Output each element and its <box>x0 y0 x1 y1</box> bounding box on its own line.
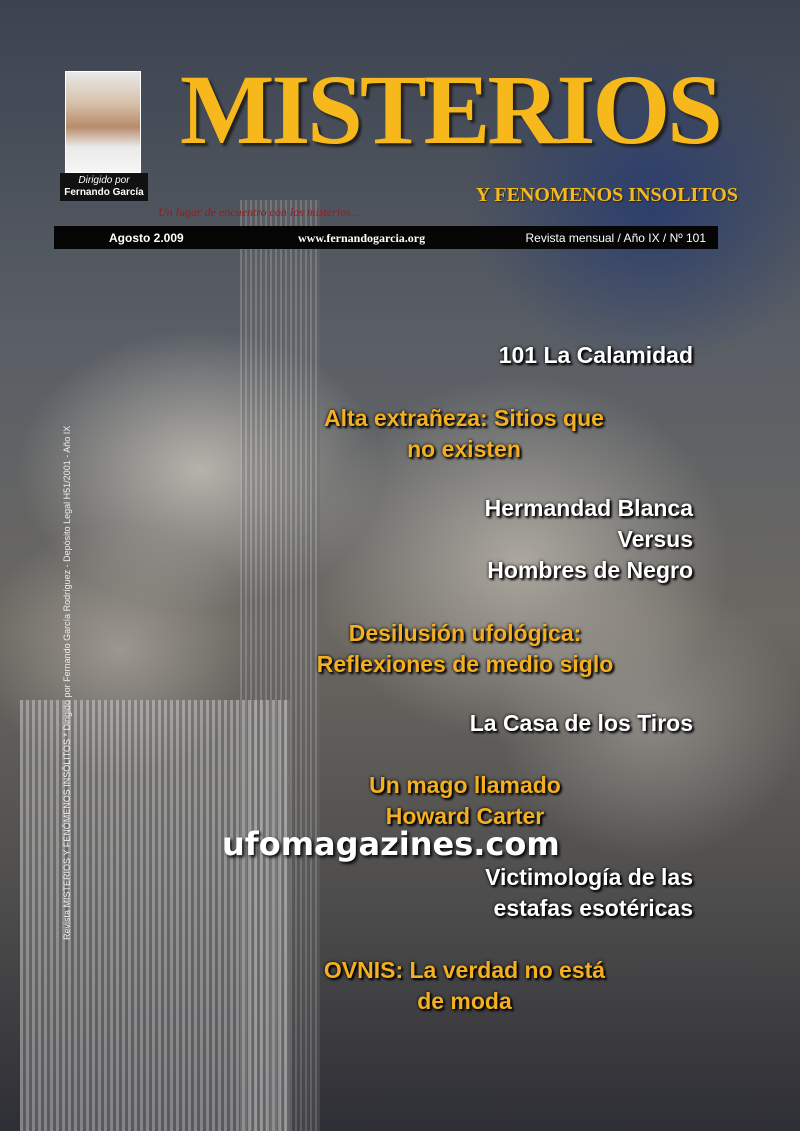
headline-line: Howard Carter <box>385 803 545 829</box>
spine-text: Revista MISTERIOS Y FENÓMENOS INSÓLITOS * Dirigido por Fernando García Rodríguez - Depósito Legal H51/2001 - Año IX <box>62 425 72 940</box>
headline-line: de moda <box>417 988 512 1014</box>
headline <box>340 770 590 832</box>
headline <box>285 618 645 680</box>
headline-line: 101 La Calamidad <box>498 342 693 368</box>
headline-line: Desilusión ufológica: <box>348 620 582 646</box>
website-link[interactable]: www.fernandogarcia.org <box>298 231 426 245</box>
headline <box>298 403 630 465</box>
headline-line: Reflexiones de medio siglo <box>316 651 614 677</box>
director-label: Dirigido por <box>78 175 130 186</box>
magazine-subtitle: Y FENOMENOS INSOLITOS <box>475 184 738 206</box>
headline <box>292 955 637 1017</box>
director-name: Fernando García <box>64 187 144 198</box>
headline <box>485 862 693 924</box>
headline-line: Hombres de Negro <box>487 557 693 583</box>
issue-number: Revista mensual / Año IX / Nº 101 <box>525 231 706 245</box>
director-photo <box>65 71 141 173</box>
headline-line: Victimología de las <box>485 864 693 890</box>
magazine-title: MISTERIOS <box>180 54 720 165</box>
info-bar <box>54 226 718 249</box>
headline-line: La Casa de los Tiros <box>469 710 693 736</box>
headline-line: Un mago llamado <box>369 772 561 798</box>
director-caption <box>60 173 148 201</box>
headline <box>499 340 693 371</box>
headline <box>485 493 693 586</box>
tower-image <box>20 700 290 1131</box>
headline-line: OVNIS: La verdad no está <box>323 957 606 983</box>
watermark: ufomagazines.com <box>222 825 560 863</box>
headline-line: estafas esotéricas <box>493 895 693 921</box>
headline <box>470 708 693 739</box>
headline-line: Hermandad Blanca <box>484 495 693 521</box>
headline-line: Alta extrañeza: Sitios que <box>324 405 604 431</box>
tagline: Un lugar de encuentro con los misterios... <box>158 205 360 219</box>
headline-line: no existen <box>407 436 521 462</box>
headline-line: Versus <box>617 526 693 552</box>
issue-date: Agosto 2.009 <box>109 231 184 245</box>
